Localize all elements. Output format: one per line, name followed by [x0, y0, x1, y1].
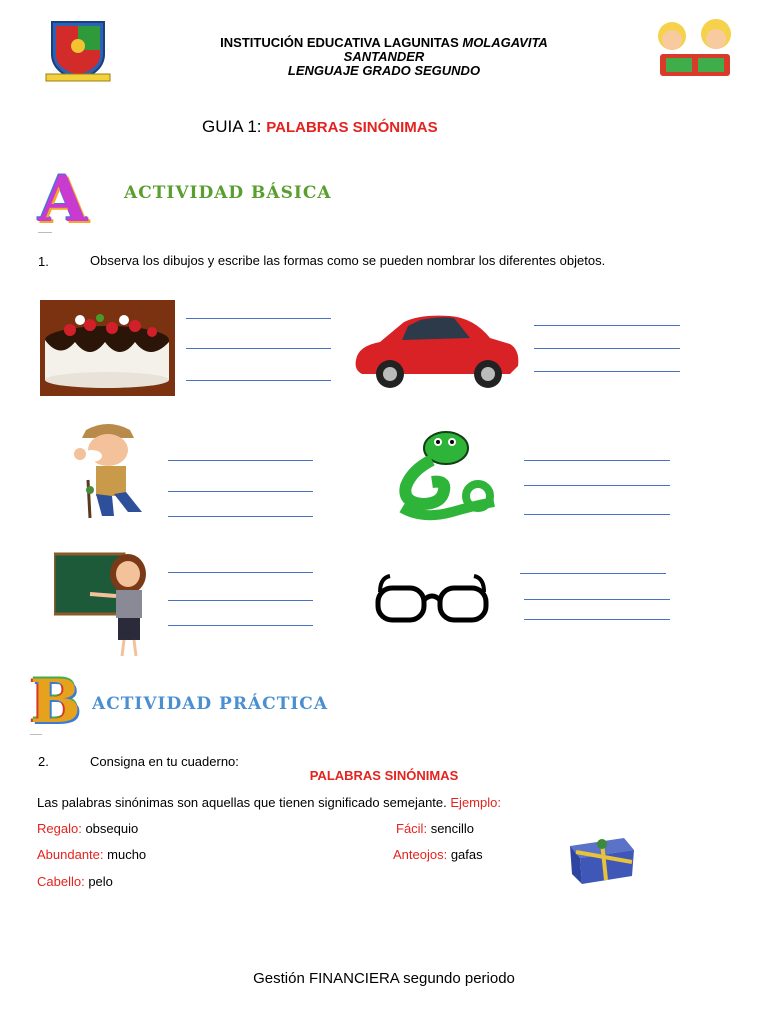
- letter-a-graphic: A: [38, 162, 88, 237]
- gift-box-image: [566, 834, 636, 886]
- pair-regalo: Regalo: obsequio: [37, 821, 139, 836]
- letter-b-graphic: B: [30, 667, 81, 737]
- pair-abundante: Abundante: mucho: [37, 847, 147, 862]
- institution-name: INSTITUCIÓN EDUCATIVA LAGUNITAS MOLAGAVITA: [220, 35, 548, 50]
- guide-title: GUIA 1: PALABRAS SINÓNIMAS: [202, 117, 438, 136]
- activity-b-instruction: Consigna en tu cuaderno:: [90, 754, 239, 769]
- cake-image: [40, 300, 175, 396]
- activity-a-title: ACTIVIDAD BÁSICA: [124, 183, 332, 203]
- old-man-image: [62, 420, 154, 520]
- item-number-1: 1.: [38, 254, 49, 269]
- glasses-image: [374, 574, 490, 626]
- pair-facil: Fácil: sencillo: [396, 821, 475, 836]
- definition-text: Las palabras sinónimas son aquellas que tienen significado semejante. Ejemplo:: [37, 795, 501, 810]
- teacher-image: [54, 552, 154, 658]
- item-number-2: 2.: [38, 754, 49, 769]
- divider: [38, 232, 52, 233]
- footer-text: Gestión FINANCIERA segundo periodo: [253, 970, 515, 987]
- pair-anteojos: Anteojos: gafas: [393, 847, 483, 862]
- car-image: [350, 308, 522, 392]
- activity-b-title: ACTIVIDAD PRÁCTICA: [92, 694, 329, 714]
- activity-a-instruction: Observa los dibujos y escribe las formas como se pueden nombrar los diferentes objetos.: [90, 253, 606, 268]
- divider: [30, 734, 42, 735]
- region-name: SANTANDER: [343, 49, 425, 64]
- pair-cabello: Cabello: pelo: [37, 874, 113, 889]
- synonyms-subtitle: PALABRAS SINÓNIMAS: [309, 768, 459, 783]
- snake-image: [382, 430, 500, 524]
- subject-grade: LENGUAJE GRADO SEGUNDO: [287, 63, 481, 78]
